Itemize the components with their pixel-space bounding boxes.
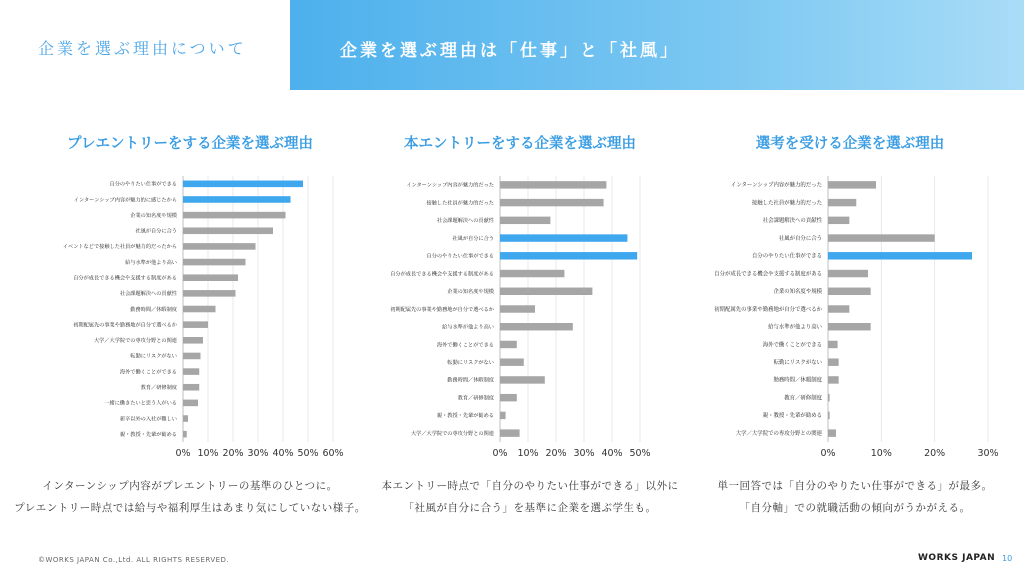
category-label: 自分が成長できる機会や支援する制度がある [390,271,494,278]
bar [500,199,604,206]
caption-main-entry [350,475,710,519]
bar [500,288,592,295]
copyright: ©WORKS JAPAN Co.,Ltd. ALL RIGHTS RESERVED. [38,556,230,564]
chart-title-pre-entry: プレエントリーをする企業を選ぶ理由 [67,136,313,152]
bar [183,196,291,203]
category-label: 自分が成長できる機会や支援する制度がある [73,275,177,282]
category-label: 社風が自分に合う [778,235,822,242]
caption-pre-entry [10,475,370,519]
bar [183,227,273,234]
bar [183,400,198,407]
category-label: 給与水準が他より高い [442,324,494,331]
chart-title-main-entry: 本エントリーをする企業を選ぶ理由 [404,136,636,152]
bar [183,243,256,250]
category-label: インターンシップ内容が魅力的に感じたから [73,197,177,204]
category-label: 一緒に働きたいと思う人がいる [104,400,177,407]
bar [183,384,199,391]
category-label: 給与水準が他より高い [768,324,822,331]
bar [828,181,876,188]
x-tick-label: 20% [545,448,567,459]
x-tick-label: 30% [247,448,269,459]
x-tick-label: 50% [629,448,651,459]
bar [183,415,188,422]
bar [828,305,849,312]
bar [183,212,286,219]
category-label: 接触した社員が魅力的だった [751,200,822,207]
category-label: 転勤にリスクがない [773,360,822,366]
x-tick-label: 10% [870,448,892,459]
bar [500,358,524,365]
category-label: 勤務時間／休暇制度 [447,377,494,384]
x-tick-label: 0% [492,448,508,459]
x-tick-label: 40% [272,448,294,459]
category-label: 初期配属先の事業や勤務地が自分で選べるか [73,322,177,329]
category-label: 転勤にリスクがない [130,353,177,360]
category-label: 自分のやりたい仕事ができる [109,181,177,188]
category-label: 教育／研修制度 [140,385,177,392]
x-tick-label: 60% [322,448,344,459]
bar [828,252,972,259]
x-tick-label: 40% [601,448,623,459]
bar [500,305,535,312]
bar [183,368,199,375]
bar [183,353,201,360]
category-label: 新卒以外の入社が難しい [119,416,177,423]
category-label: 企業の知名度や規模 [447,289,494,296]
bar [828,412,830,419]
category-label: 海外で働くことができる [436,342,494,349]
category-label: インターンシップ内容が魅力的だった [406,182,494,189]
bar [183,306,216,313]
category-label: 親・教授・先輩が勧める [762,413,822,420]
x-tick-label: 30% [977,448,999,459]
caption-line: プレエントリー時点では給与や福利厚生はあまり気にしていない様子。 [14,502,366,514]
category-label: 接触した社員が魅力的だった [426,200,494,207]
caption-line: 「社風が自分に合う」を基準に企業を選ぶ学生も。 [403,502,657,514]
category-label: 大学／大学院での専攻分野との関連 [410,430,494,437]
category-label: 自分のやりたい仕事ができる [426,253,494,260]
bar [183,181,303,188]
bar [500,376,545,383]
category-label: 社風が自分に合う [135,228,177,235]
x-tick-label: 10% [517,448,539,459]
bar [828,199,856,206]
category-label: 教育／研修制度 [457,395,494,402]
bar [828,341,838,348]
bar [500,341,517,348]
x-tick-label: 0% [820,448,836,459]
category-label: 大学／大学院での専攻分野との関連 [735,430,822,437]
bar [828,288,871,295]
x-tick-label: 10% [197,448,219,459]
category-label: 勤務時間／休暇制度 [773,377,822,384]
bar [183,337,203,344]
bar [183,321,208,328]
bar [828,217,849,224]
category-label: 大学／大学院での専攻分野との関連 [93,338,177,345]
bar [500,270,564,277]
caption-line: インターンシップ内容がプレエントリーの基準のひとつに。 [42,480,338,492]
category-label: インターンシップ内容が魅力的だった [730,182,822,189]
bar [828,323,871,330]
category-label: 自分のやりたい仕事ができる [751,253,822,260]
bar [828,270,868,277]
bar [828,358,839,365]
bar [500,252,637,259]
category-label: 初期配属先の事業や勤務地が自分で選べるか [714,306,822,313]
x-tick-label: 30% [573,448,595,459]
x-tick-label: 50% [297,448,319,459]
category-label: 社風が自分に合う [452,235,494,242]
bar [500,234,627,241]
category-label: 社会課題解決への貢献性 [762,218,822,225]
category-label: イベントなどで接触した社員が魅力的だったから [62,244,177,251]
caption-selection [690,475,1020,519]
bar [183,274,238,281]
category-label: 企業の知名度や規模 [773,289,822,296]
caption-line: 本エントリー時点で「自分のやりたい仕事ができる」以外に [381,480,679,492]
x-tick-label: 20% [924,448,946,459]
category-label: 海外で働くことができる [119,369,177,376]
x-tick-label: 0% [175,448,191,459]
category-label: 勤務時間／休暇制度 [130,306,177,313]
category-label: 初期配属先の事業や勤務地が自分で選べるか [390,306,494,313]
bar [500,323,573,330]
bar [500,394,517,401]
company-logo: WORKS JAPAN [918,553,996,563]
bar [183,259,246,266]
caption-line: 単一回答では「自分のやりたい仕事ができる」が最多。 [717,480,993,492]
category-label: 自分が成長できる機会や支援する制度がある [714,271,822,278]
caption-line: 「自分軸」での就職活動の傾向がうかがえる。 [739,502,971,514]
x-tick-label: 20% [222,448,244,459]
slide-title: 企業を選ぶ理由は「仕事」と「社風」 [340,41,680,61]
category-label: 給与水準が他より高い [125,259,177,266]
bar [183,431,187,438]
bar [828,394,830,401]
bar [500,217,550,224]
bar [500,429,520,436]
category-label: 親・教授・先輩が勧める [119,431,177,438]
page-number: 10 [1002,554,1013,563]
bar [828,234,935,241]
category-label: 転勤にリスクがない [447,360,494,366]
category-label: 企業の知名度や規模 [130,212,177,219]
chart-title-selection: 選考を受ける企業を選ぶ理由 [755,136,945,152]
category-label: 教育／研修制度 [784,395,822,402]
bar [828,376,839,383]
category-label: 親・教授・先輩が勧める [436,413,494,420]
category-label: 海外で働くことができる [762,342,822,349]
bar [500,412,506,419]
bar [828,429,836,436]
bar [183,290,236,297]
section-title: 企業を選ぶ理由について [38,39,247,58]
bar [500,181,606,188]
category-label: 社会課題解決への貢献性 [436,218,494,225]
category-label: 社会課題解決への貢献性 [119,291,177,298]
